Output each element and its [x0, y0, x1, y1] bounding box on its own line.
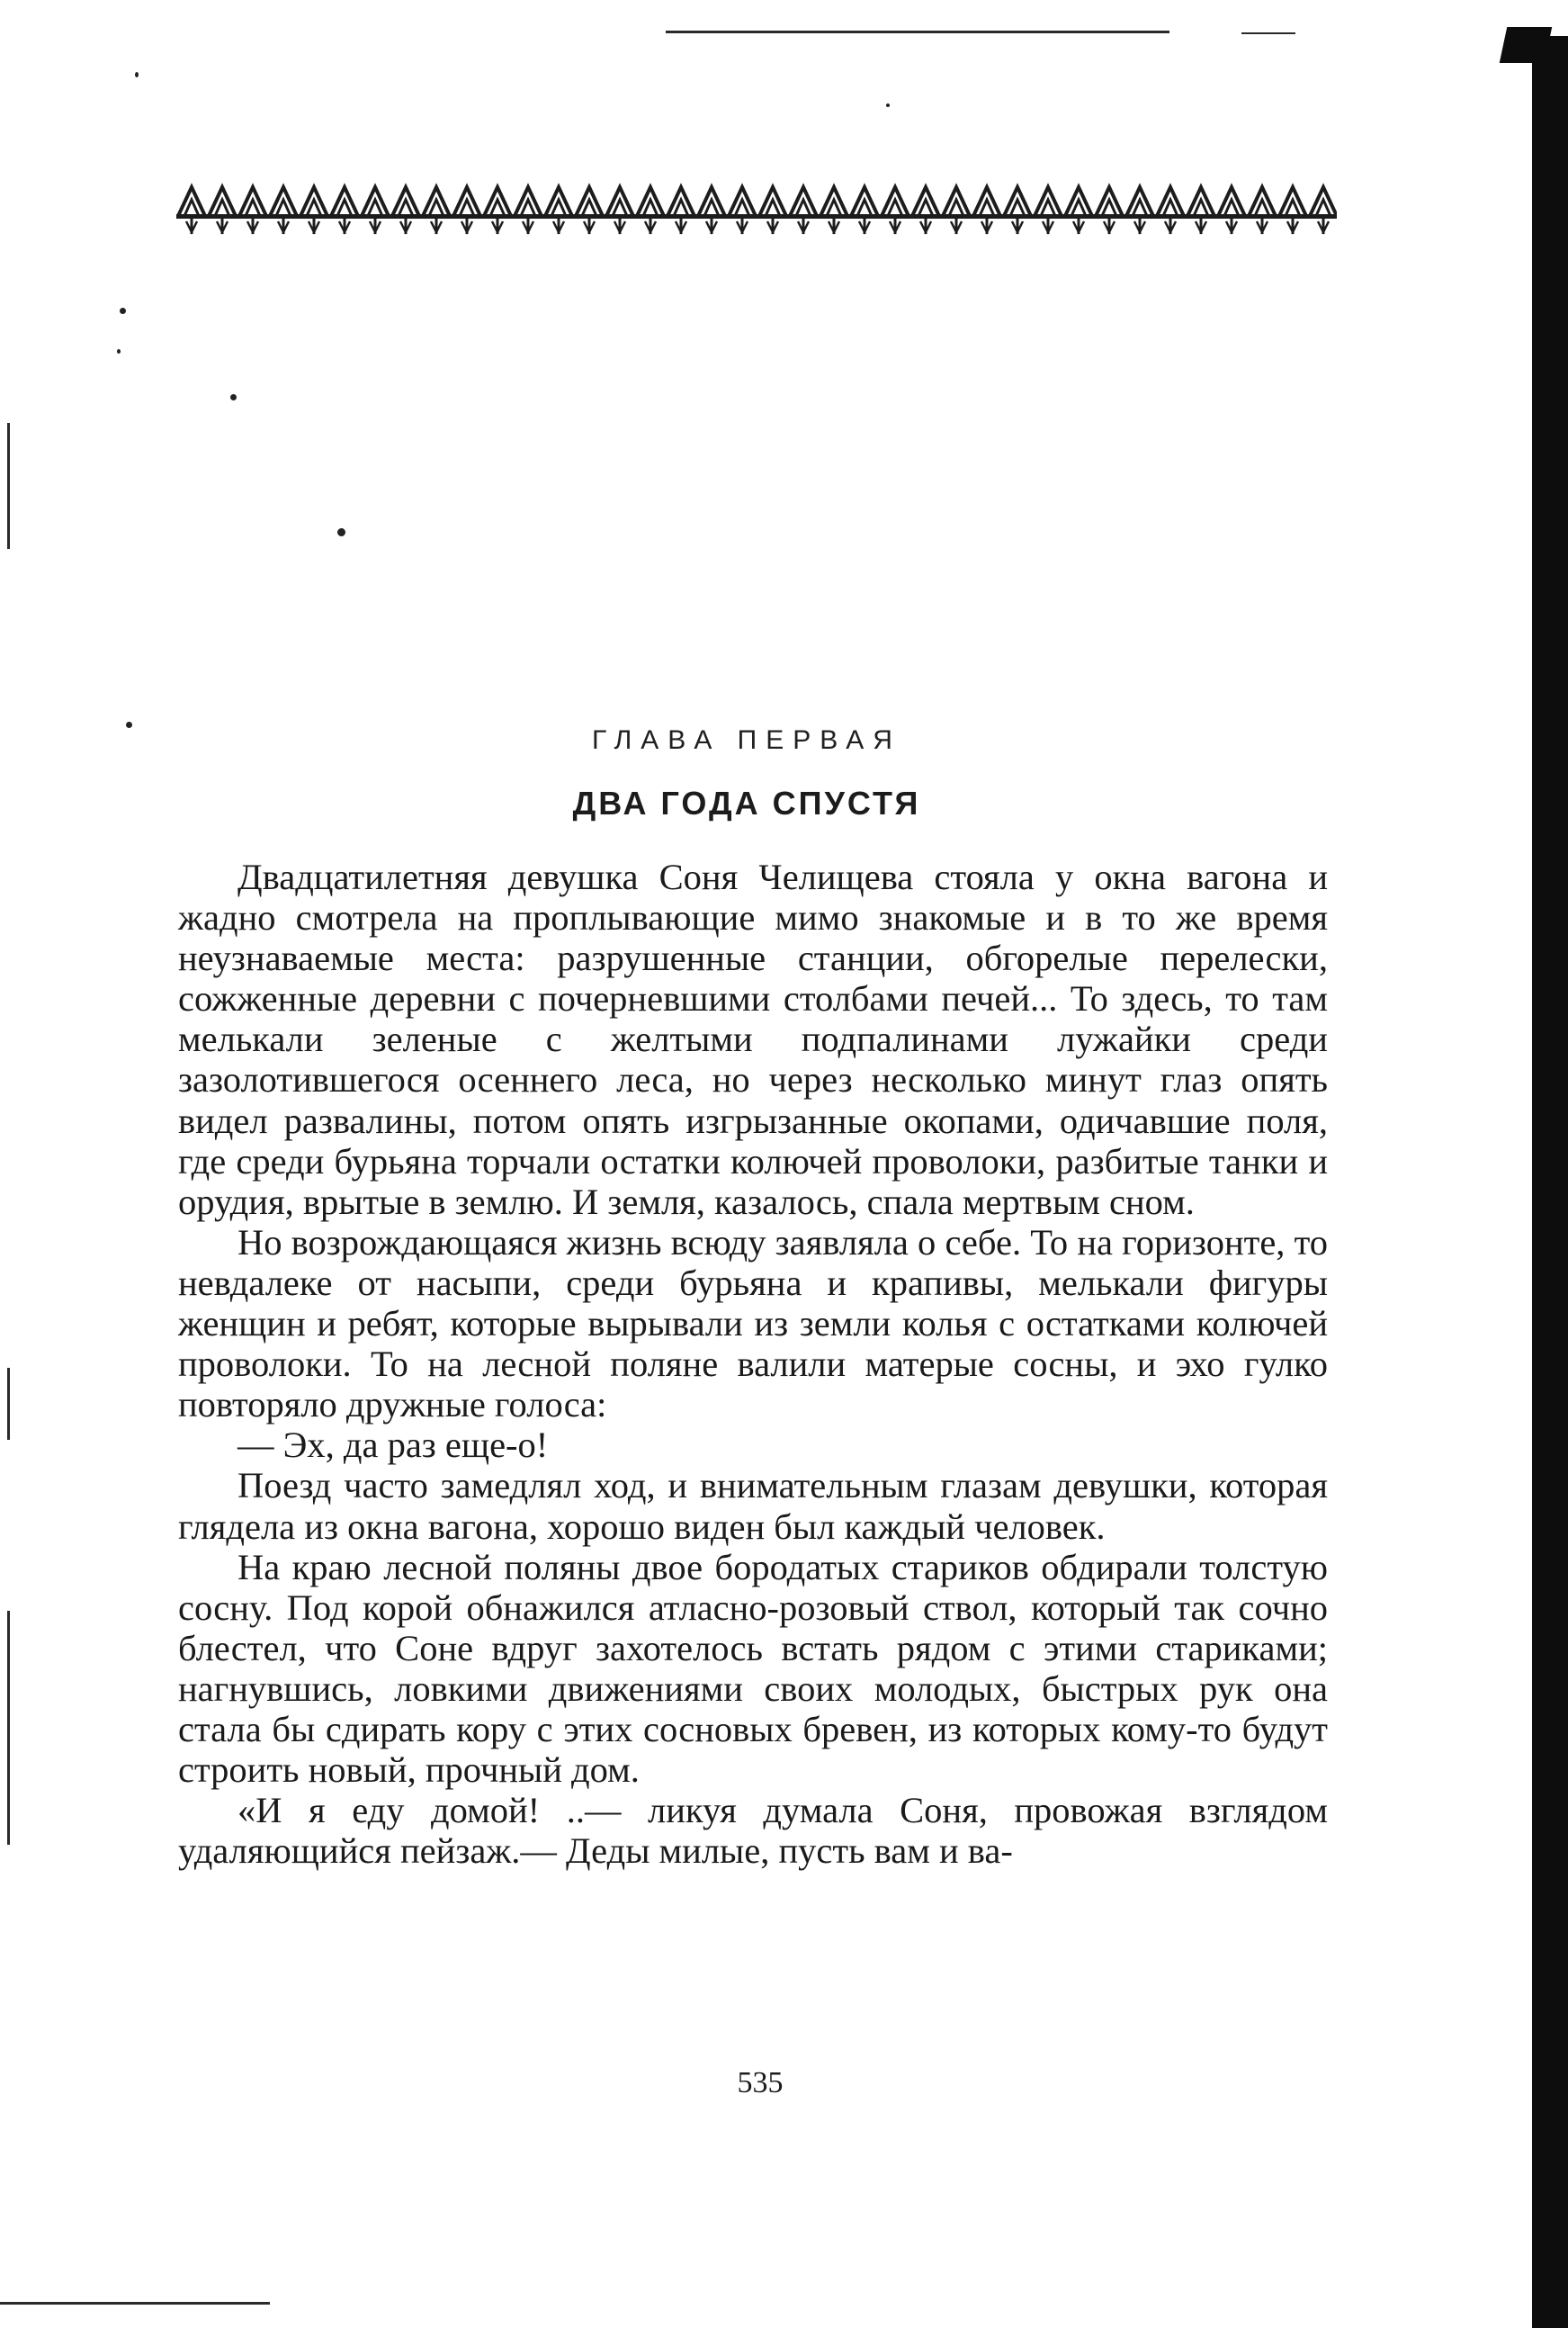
chapter-title: ДВА ГОДА СПУСТЯ	[572, 785, 921, 822]
scan-line-top	[666, 31, 1169, 33]
paragraph-2: Но возрождающаяся жизнь всюду заявляла о себе. То на горизонте, то невдалеке от насыпи, среди бурьяна и крапивы, мелькали фигуры женщин и ребят, которые вырывали из земли колья с остатками колючей проволоки. То на лесной поляне валили матерые сосны, и эхо гулко повторяло дружные голоса:	[178, 1221, 1328, 1425]
paragraph-4: Поезд часто замедлял ход, и внимательным глазам девушки, которая глядела из окна вагона, хорошо виден был каждый человек.	[178, 1465, 1328, 1547]
scan-line-left-3	[7, 1611, 10, 1845]
paragraph-6: «И я еду домой! ..— ликуя думала Соня, провожая взглядом удаляющийся пейзаж.— Деды милые, пусть вам и ва-	[178, 1790, 1328, 1872]
chapter-label: ГЛАВА ПЕРВАЯ	[592, 725, 901, 755]
ornament-border	[176, 180, 1337, 239]
page-number: 535	[737, 2066, 784, 2099]
scan-speck	[135, 72, 139, 77]
paragraph-5: На краю лесной поляны двое бородатых стариков обдирали толстую сосну. Под корой обнажился атласно-розовый ствол, который так сочно блестел, что Соне вдруг захотелось встать рядом с этими стариками; нагнувшись, ловкими движениями своих молодых, быстрых рук она стала бы сдирать кору с этих сосновых бревен, из которых кому-то будут строить новый, прочный дом.	[178, 1546, 1328, 1791]
scan-speck	[117, 349, 121, 354]
scan-speck	[120, 308, 126, 314]
scan-line-left-2	[7, 1368, 10, 1440]
scan-line-left-1	[7, 423, 10, 549]
scan-speck	[886, 103, 890, 107]
scan-edge-corner	[1500, 27, 1553, 63]
scan-speck	[230, 394, 237, 400]
body-text	[178, 857, 1328, 1871]
scan-edge-right	[1532, 36, 1568, 2328]
scan-line-bottom	[0, 2302, 270, 2305]
paragraph-3: — Эх, да раз еще-о!	[237, 1425, 549, 1466]
scan-line-top-short	[1241, 32, 1295, 34]
paragraph-1: Двадцатилетняя девушка Соня Челищева стояла у окна вагона и жадно смотрела на проплывающие мимо знакомые и в то же время неузнаваемые места: разрушенные станции, обгорелые перелески, сожженные деревни с почерневшими столбами печей... То здесь, то там мелькали зеленые с желтыми подпалинами лужайки среди зазолотившегося осеннего леса, но через несколько минут глаз опять видел развалины, потом опять изгрызанные окопами, одичавшие поля, где среди бурьяна торчали остатки колючей проволоки, разбитые танки и орудия, врытые в землю. И земля, казалось, спала мертвым сном.	[178, 857, 1328, 1222]
scan-speck	[337, 528, 345, 536]
